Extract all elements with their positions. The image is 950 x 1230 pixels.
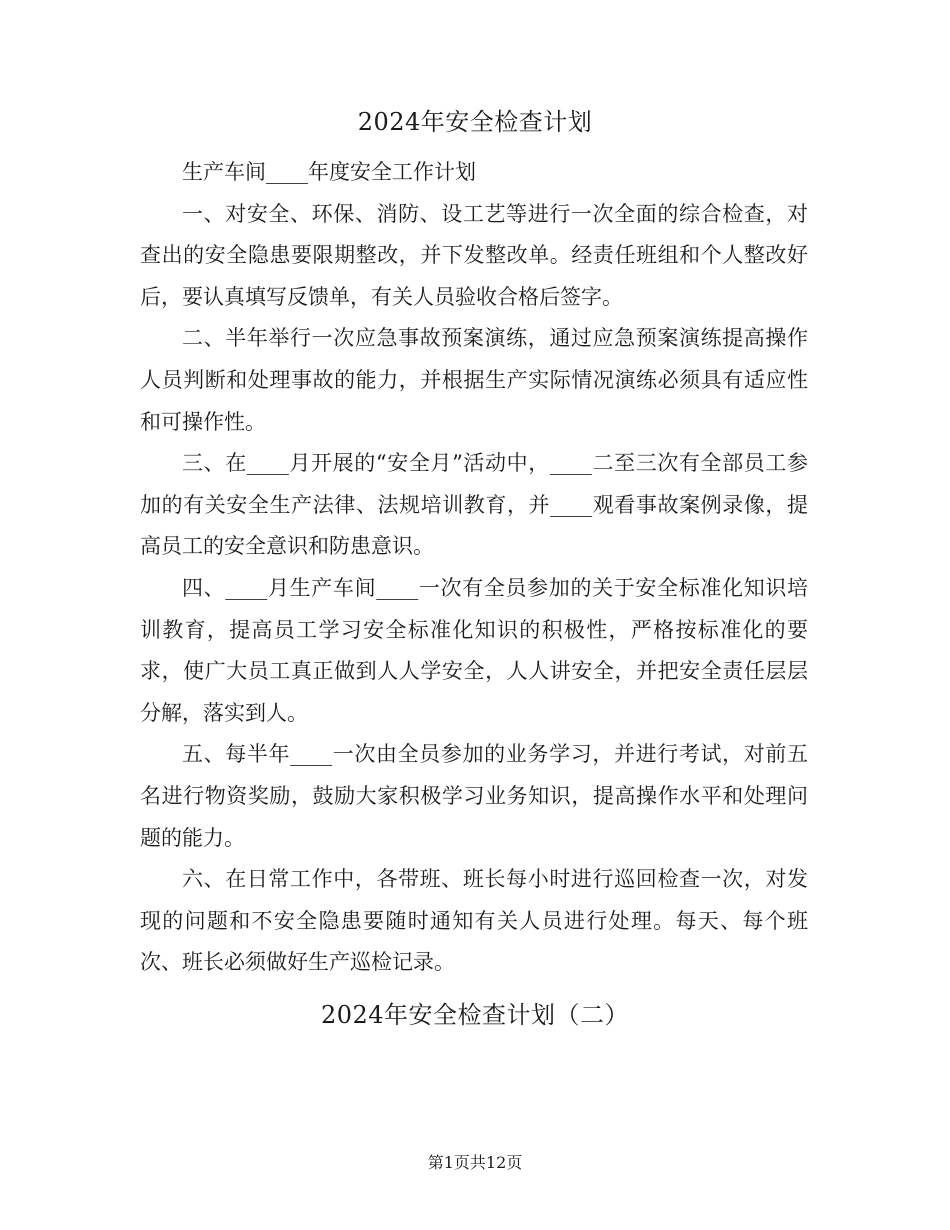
paragraph-2: 二、半年举行一次应急事故预案演练，通过应急预案演练提高操作人员判断和处理事故的能力，并根据生产实际情况演练必须具有适应性和可操作性。 bbox=[140, 326, 808, 434]
section-title-2: 2024年安全检查计划（二） bbox=[320, 1001, 630, 1029]
page-footer: 第1页共12页 bbox=[427, 1153, 523, 1172]
paragraph-1: 一、对安全、环保、消防、设工艺等进行一次全面的综合检查，对查出的安全隐患要限期整改，并下发整改单。经责任班组和个人整改好后，要认真填写反馈单，有关人员验收合格后签字。 bbox=[140, 201, 808, 309]
document-title: 2024年安全检查计划 bbox=[357, 108, 593, 136]
paragraph-5: 五、每半年____一次由全员参加的业务学习，并进行考试，对前五名进行物资奖励，鼓励大家积极学习业务知识，提高操作水平和处理问题的能力。 bbox=[140, 742, 808, 850]
document-body bbox=[140, 152, 808, 984]
paragraph-6: 六、在日常工作中，各带班、班长每小时进行巡回检查一次，对发现的问题和不安全隐患要随时通知有关人员进行处理。每天、每个班次、班长必须做好生产巡检记录。 bbox=[140, 867, 808, 975]
paragraph-3: 三、在____月开展的“安全月”活动中，____二至三次有全部员工参加的有关安全生产法律、法规培训教育，并____观看事故案例录像，提高员工的安全意识和防患意识。 bbox=[140, 451, 808, 559]
paragraph-4: 四、____月生产车间____一次有全员参加的关于安全标准化知识培训教育，提高员工学习安全标准化知识的积极性，严格按标准化的要求，使广大员工真正做到人人学安全，人人讲安全，并把安全责任层层分解，落实到人。 bbox=[140, 575, 808, 725]
paragraph-heading: 生产车间____年度安全工作计划 bbox=[182, 160, 476, 184]
